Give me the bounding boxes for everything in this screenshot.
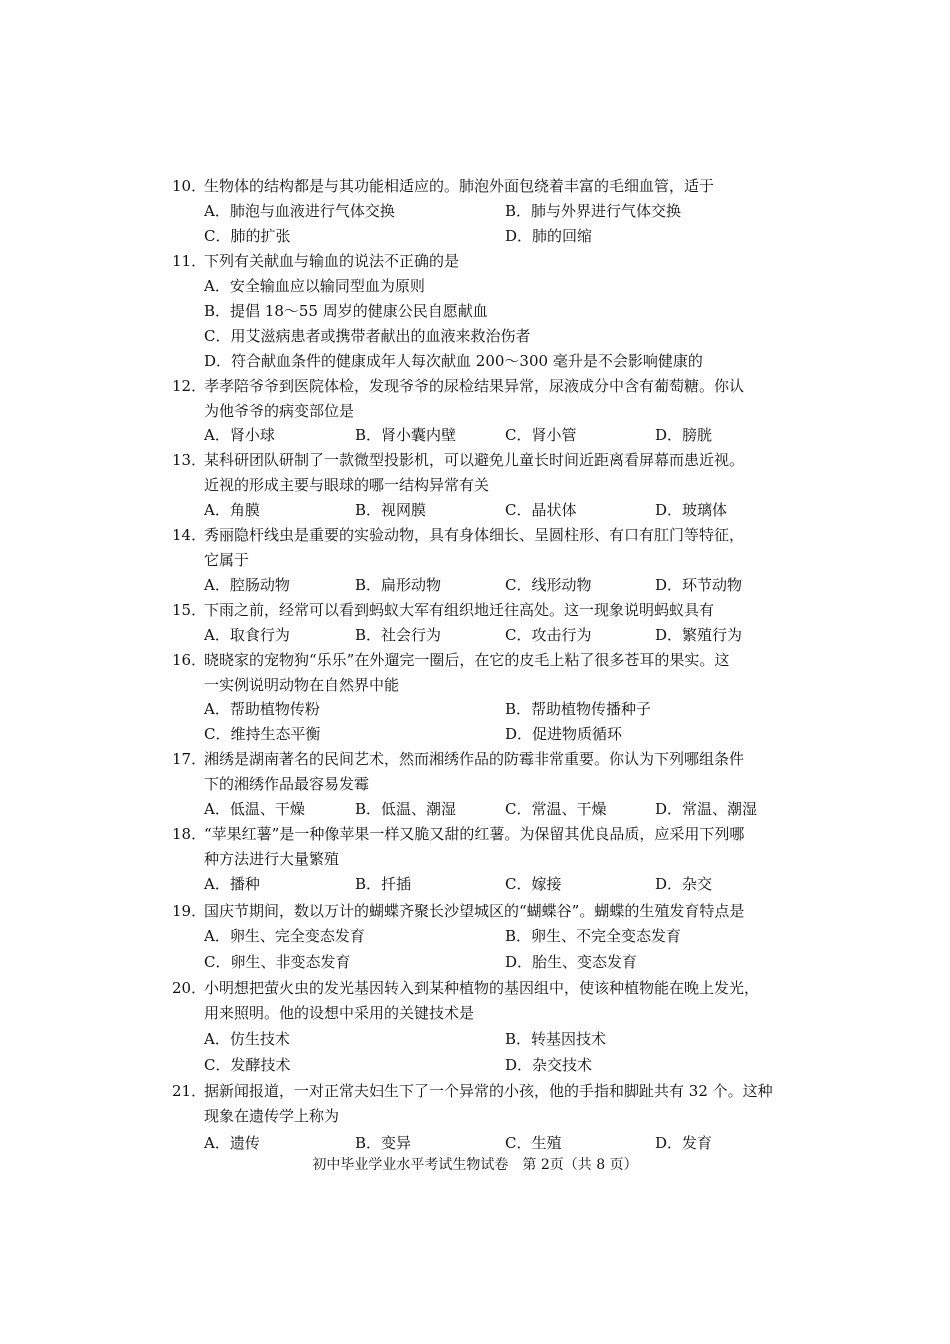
question-17-option-d: D．常温、潮湿 [655, 800, 758, 818]
page-footer: 初中毕业学业水平考试生物试卷 第 2页（共 8 页） [312, 1157, 638, 1173]
question-12-stem-continued: 为他爷爷的病变部位是 [204, 402, 355, 420]
question-number: 14． [172, 526, 207, 544]
question-text: 国庆节期间，数以万计的蝴蝶齐聚长沙望城区的“蝴蝶谷”。蝴蝶的生殖发育特点是 [204, 902, 745, 920]
question-12-option-a: A．肾小球 [204, 426, 275, 444]
question-number: 10． [172, 177, 207, 195]
question-17-option-c: C．常温、干燥 [505, 800, 607, 818]
question-17-option-a: A．低温、干燥 [204, 800, 305, 818]
question-11-option-c: C．用艾滋病患者或携带者献出的血液来救治伤者 [204, 327, 531, 345]
question-16-stem [172, 650, 729, 670]
question-18-option-a: A．播种 [204, 875, 260, 893]
question-21-option-a: A．遗传 [204, 1134, 260, 1152]
question-text: 小明想把萤火虫的发光基因转入到某种植物的基因组中，使该种植物能在晚上发光， [204, 979, 760, 997]
question-20-option-b: B．转基因技术 [505, 1030, 607, 1048]
question-12-option-b: B．肾小囊内壁 [355, 426, 457, 444]
question-16-option-b: B．帮助植物传播种子 [505, 700, 652, 718]
question-19-option-a: A．卵生、完全变态发育 [204, 927, 365, 945]
question-20-stem [172, 978, 759, 998]
question-19-option-b: B．卵生、不完全变态发育 [505, 927, 682, 945]
question-14-option-a: A．腔肠动物 [204, 576, 290, 594]
question-10-option-b: B．肺与外界进行气体交换 [505, 202, 682, 220]
question-text: 下列有关献血与输血的说法不正确的是 [204, 252, 460, 270]
question-18-option-d: D．杂交 [655, 875, 713, 893]
question-16-stem-continued: 一实例说明动物在自然界中能 [204, 676, 400, 694]
question-17-stem [172, 749, 744, 769]
question-14-option-d: D．环节动物 [655, 576, 743, 594]
question-18-option-c: C．嫁接 [505, 875, 562, 893]
question-12-option-d: D．膀胱 [655, 426, 713, 444]
question-number: 18． [172, 825, 207, 843]
question-14-option-b: B．扁形动物 [355, 576, 442, 594]
question-13-option-d: D．玻璃体 [655, 501, 728, 519]
question-15-option-d: D．繁殖行为 [655, 626, 743, 644]
question-number: 16． [172, 651, 207, 669]
question-number: 21． [172, 1082, 207, 1100]
question-17-stem-continued: 下的湘绣作品最容易发霉 [204, 775, 370, 793]
question-11-option-b: B．提倡 18～55 周岁的健康公民自愿献血 [204, 302, 488, 320]
question-21-option-b: B．变异 [355, 1134, 412, 1152]
question-10-option-c: C．肺的扩张 [204, 227, 291, 245]
question-13-stem [172, 450, 744, 470]
question-11-option-d: D．符合献血条件的健康成年人每次献血 200～300 毫升是不会影响健康的 [204, 352, 703, 370]
question-16-option-a: A．帮助植物传粉 [204, 700, 320, 718]
question-number: 11． [172, 252, 207, 270]
question-21-option-d: D．发育 [655, 1134, 713, 1152]
question-text: 生物体的结构都是与其功能相适应的。肺泡外面包绕着丰富的毛细血管，适于 [204, 177, 715, 195]
question-19-stem [172, 901, 744, 921]
question-text: 下雨之前，经常可以看到蚂蚁大军有组织地迁往高处。这一现象说明蚂蚁具有 [204, 601, 715, 619]
question-number: 19． [172, 902, 207, 920]
question-number: 20． [172, 979, 207, 997]
question-text: 孝孝陪爷爷到医院体检，发现爷爷的尿检结果异常，尿液成分中含有葡萄糖。你认 [204, 377, 745, 395]
question-15-option-a: A．取食行为 [204, 626, 290, 644]
question-text: 某科研团队研制了一款微型投影机，可以避免儿童长时间近距离看屏幕而患近视。 [204, 451, 745, 469]
question-text: 晓晓家的宠物狗“乐乐”在外遛完一圈后，在它的皮毛上粘了很多苍耳的果实。这 [204, 651, 730, 669]
question-17-option-b: B．低温、潮湿 [355, 800, 457, 818]
question-21-stem [172, 1081, 773, 1101]
question-14-stem-continued: 它属于 [204, 551, 250, 569]
question-text: “苹果红薯”是一种像苹果一样又脆又甜的红薯。为保留其优良品质，应采用下列哪 [204, 825, 745, 843]
question-18-option-b: B．扦插 [355, 875, 412, 893]
question-13-stem-continued: 近视的形成主要与眼球的哪一结构异常有关 [204, 476, 490, 494]
question-14-option-c: C．线形动物 [505, 576, 592, 594]
question-11-stem [172, 251, 459, 271]
question-20-option-d: D．杂交技术 [505, 1056, 593, 1074]
question-20-stem-continued: 用来照明。他的设想中采用的关键技术是 [204, 1004, 475, 1022]
question-13-option-a: A．角膜 [204, 501, 260, 519]
question-20-option-c: C．发酵技术 [204, 1056, 291, 1074]
question-15-stem [172, 600, 714, 620]
question-number: 13． [172, 451, 207, 469]
question-21-stem-continued: 现象在遗传学上称为 [204, 1107, 340, 1125]
question-15-option-b: B．社会行为 [355, 626, 442, 644]
question-18-stem-continued: 种方法进行大量繁殖 [204, 850, 340, 868]
question-10-stem [172, 176, 714, 196]
question-text: 据新闻报道，一对正常夫妇生下了一个异常的小孩，他的手指和脚趾共有 32 个。这种 [204, 1082, 773, 1100]
question-number: 17． [172, 750, 207, 768]
question-12-option-c: C．肾小管 [505, 426, 577, 444]
question-11-option-a: A．安全输血应以输同型血为原则 [204, 277, 425, 295]
question-text: 湘绣是湖南著名的民间艺术，然而湘绣作品的防霉非常重要。你认为下列哪组条件 [204, 750, 745, 768]
question-20-option-a: A．仿生技术 [204, 1030, 290, 1048]
question-13-option-b: B．视网膜 [355, 501, 427, 519]
question-number: 15． [172, 601, 207, 619]
question-12-stem [172, 376, 744, 396]
question-19-option-c: C．卵生、非变态发育 [204, 953, 351, 971]
question-16-option-d: D．促进物质循环 [505, 725, 623, 743]
question-10-option-a: A．肺泡与血液进行气体交换 [204, 202, 395, 220]
question-15-option-c: C．攻击行为 [505, 626, 592, 644]
question-18-stem [172, 824, 744, 844]
question-text: 秀丽隐杆线虫是重要的实验动物，具有身体细长、呈圆柱形、有口有肛门等特征， [204, 526, 745, 544]
question-10-option-d: D．肺的回缩 [505, 227, 593, 245]
question-13-option-c: C．晶状体 [505, 501, 577, 519]
question-16-option-c: C．维持生态平衡 [204, 725, 321, 743]
question-19-option-d: D．胎生、变态发育 [505, 953, 638, 971]
question-number: 12． [172, 377, 207, 395]
question-14-stem [172, 525, 744, 545]
question-21-option-c: C．生殖 [505, 1134, 562, 1152]
